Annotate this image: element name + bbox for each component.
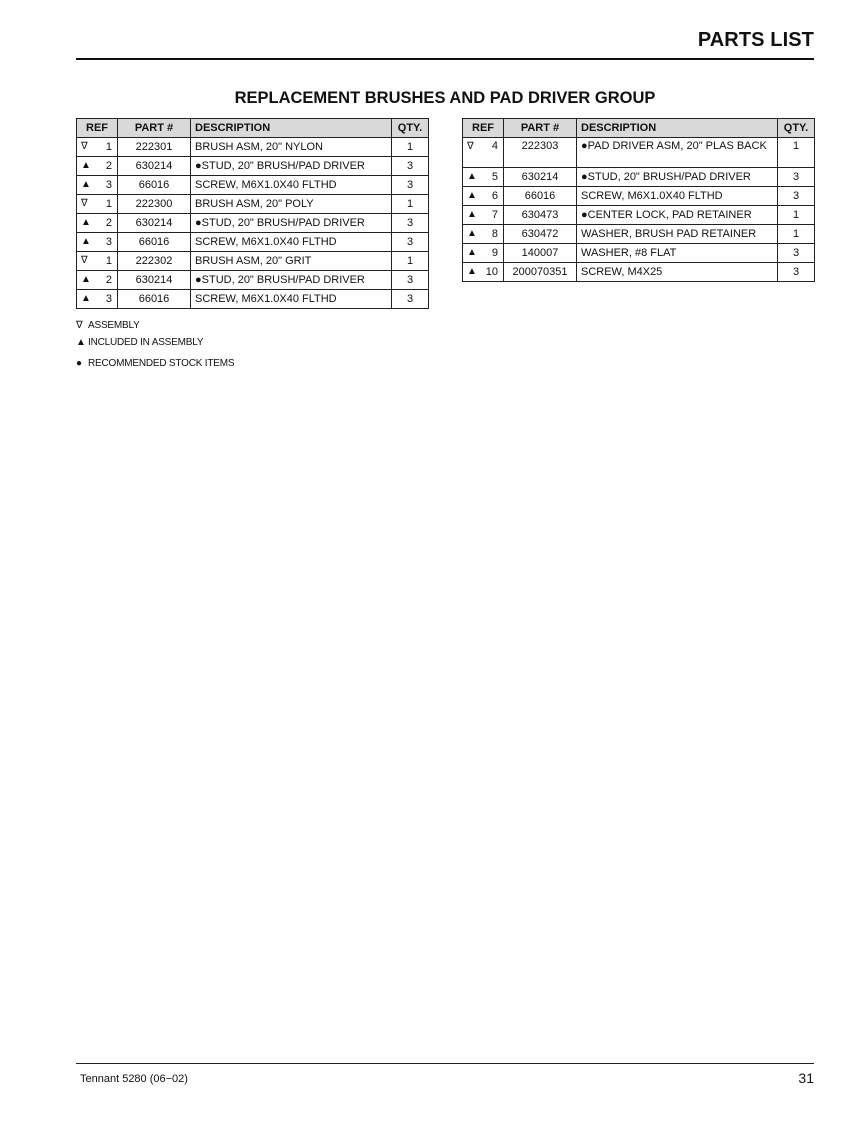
ref-number: 7	[491, 209, 498, 221]
legend-included	[76, 337, 203, 348]
ref-cell	[77, 271, 118, 290]
table-header-row	[77, 119, 429, 138]
ref-cell	[463, 225, 504, 244]
description-cell: WASHER, BRUSH PAD RETAINER	[577, 225, 778, 244]
description-cell: ●CENTER LOCK, PAD RETAINER	[577, 206, 778, 225]
description-cell: SCREW, M6X1.0X40 FLTHD	[577, 187, 778, 206]
ref-cell	[77, 290, 118, 309]
part-number-cell: 66016	[118, 290, 191, 309]
part-number-cell: 222301	[118, 138, 191, 157]
footer-rule	[76, 1063, 814, 1064]
column-header-qty: QTY.	[778, 119, 815, 138]
qty-cell: 3	[392, 157, 429, 176]
part-number-cell: 630214	[118, 271, 191, 290]
ref-number: 3	[105, 179, 112, 191]
table-row	[77, 176, 429, 195]
description-cell: BRUSH ASM, 20" POLY	[191, 195, 392, 214]
ref-cell	[77, 252, 118, 271]
qty-cell: 3	[778, 168, 815, 187]
table-row	[77, 195, 429, 214]
description-cell: BRUSH ASM, 20" NYLON	[191, 138, 392, 157]
qty-cell: 1	[392, 252, 429, 271]
table-row	[463, 263, 815, 282]
included-symbol-icon: ▲	[81, 179, 91, 190]
ref-number: 1	[105, 255, 112, 267]
table-header-row	[463, 119, 815, 138]
table-row	[463, 244, 815, 263]
ref-cell	[463, 244, 504, 263]
ref-cell	[463, 138, 504, 168]
recommended-symbol-icon: ●	[76, 358, 82, 369]
table-row	[463, 138, 815, 168]
ref-number: 1	[105, 198, 112, 210]
qty-cell: 3	[392, 214, 429, 233]
part-number-cell: 630473	[504, 206, 577, 225]
qty-cell: 3	[778, 263, 815, 282]
column-header-qty: QTY.	[392, 119, 429, 138]
included-symbol-icon: ▲	[467, 266, 477, 277]
part-number-cell: 630214	[118, 214, 191, 233]
page-title: PARTS LIST	[697, 29, 814, 51]
table-row	[463, 168, 815, 187]
table-row	[77, 252, 429, 271]
description-cell: ●PAD DRIVER ASM, 20" PLAS BACK	[577, 138, 778, 168]
qty-cell: 3	[778, 244, 815, 263]
description-cell: SCREW, M6X1.0X40 FLTHD	[191, 290, 392, 309]
description-cell: SCREW, M4X25	[577, 263, 778, 282]
legend-assembly	[76, 320, 140, 331]
ref-cell	[77, 195, 118, 214]
included-symbol-icon: ▲	[467, 171, 477, 182]
ref-cell	[463, 206, 504, 225]
qty-cell: 3	[392, 176, 429, 195]
assembly-symbol-icon: ∇	[76, 320, 83, 331]
ref-cell	[463, 187, 504, 206]
ref-number: 2	[105, 274, 112, 286]
description-cell: SCREW, M6X1.0X40 FLTHD	[191, 176, 392, 195]
legend-recommended	[76, 358, 234, 369]
table-row	[77, 290, 429, 309]
description-cell: SCREW, M6X1.0X40 FLTHD	[191, 233, 392, 252]
column-header-part: PART #	[504, 119, 577, 138]
table-row	[463, 187, 815, 206]
included-symbol-icon: ▲	[467, 228, 477, 239]
ref-cell	[463, 168, 504, 187]
included-symbol-icon: ▲	[81, 274, 91, 285]
table-row	[77, 271, 429, 290]
qty-cell: 3	[392, 290, 429, 309]
ref-number: 6	[491, 190, 498, 202]
table-row	[77, 138, 429, 157]
part-number-cell: 140007	[504, 244, 577, 263]
header-rule	[76, 58, 814, 60]
description-cell: ●STUD, 20" BRUSH/PAD DRIVER	[191, 214, 392, 233]
part-number-cell: 222302	[118, 252, 191, 271]
section-title: REPLACEMENT BRUSHES AND PAD DRIVER GROUP	[234, 89, 656, 107]
included-symbol-icon: ▲	[467, 209, 477, 220]
column-header-ref: REF	[463, 119, 504, 138]
qty-cell: 1	[778, 225, 815, 244]
part-number-cell: 66016	[504, 187, 577, 206]
part-number-cell: 630214	[118, 157, 191, 176]
column-header-description: DESCRIPTION	[191, 119, 392, 138]
qty-cell: 1	[778, 138, 815, 168]
description-cell: ●STUD, 20" BRUSH/PAD DRIVER	[191, 157, 392, 176]
description-cell: ●STUD, 20" BRUSH/PAD DRIVER	[191, 271, 392, 290]
column-header-description: DESCRIPTION	[577, 119, 778, 138]
table-row	[463, 206, 815, 225]
part-number-cell: 200070351	[504, 263, 577, 282]
qty-cell: 3	[778, 187, 815, 206]
table-row	[463, 225, 815, 244]
included-symbol-icon: ▲	[467, 247, 477, 258]
table-row	[77, 233, 429, 252]
qty-cell: 1	[778, 206, 815, 225]
included-symbol-icon: ▲	[81, 160, 91, 171]
table-row	[77, 157, 429, 176]
ref-number: 1	[105, 141, 112, 153]
parts-table-left	[76, 118, 429, 309]
assembly-symbol-icon: ∇	[81, 255, 88, 266]
part-number-cell: 66016	[118, 233, 191, 252]
legend-text: INCLUDED IN ASSEMBLY	[88, 337, 204, 348]
ref-number: 2	[105, 217, 112, 229]
ref-number: 10	[485, 266, 498, 278]
assembly-symbol-icon: ∇	[81, 198, 88, 209]
included-symbol-icon: ▲	[467, 190, 477, 201]
ref-number: 8	[491, 228, 498, 240]
included-symbol-icon: ▲	[81, 293, 91, 304]
qty-cell: 1	[392, 138, 429, 157]
part-number-cell: 630214	[504, 168, 577, 187]
ref-cell	[77, 233, 118, 252]
qty-cell: 3	[392, 233, 429, 252]
footer-model: Tennant 5280 (06−02)	[80, 1073, 188, 1085]
ref-number: 9	[491, 247, 498, 259]
description-cell: BRUSH ASM, 20" GRIT	[191, 252, 392, 271]
ref-number: 4	[491, 140, 498, 152]
legend-text: RECOMMENDED STOCK ITEMS	[88, 358, 235, 369]
qty-cell: 3	[392, 271, 429, 290]
part-number-cell: 222300	[118, 195, 191, 214]
ref-number: 3	[105, 293, 112, 305]
ref-cell	[77, 138, 118, 157]
legend-text: ASSEMBLY	[88, 320, 140, 331]
qty-cell: 1	[392, 195, 429, 214]
assembly-symbol-icon: ∇	[467, 141, 474, 152]
ref-number: 3	[105, 236, 112, 248]
ref-cell	[463, 263, 504, 282]
ref-number: 5	[491, 171, 498, 183]
column-header-part: PART #	[118, 119, 191, 138]
included-symbol-icon: ▲	[76, 337, 86, 348]
ref-cell	[77, 157, 118, 176]
page-number: 31	[798, 1070, 814, 1086]
ref-cell	[77, 214, 118, 233]
part-number-cell: 222303	[504, 138, 577, 168]
ref-number: 2	[105, 160, 112, 172]
included-symbol-icon: ▲	[81, 217, 91, 228]
included-symbol-icon: ▲	[81, 236, 91, 247]
ref-cell	[77, 176, 118, 195]
column-header-ref: REF	[77, 119, 118, 138]
part-number-cell: 66016	[118, 176, 191, 195]
description-cell: WASHER, #8 FLAT	[577, 244, 778, 263]
assembly-symbol-icon: ∇	[81, 141, 88, 152]
parts-table-right	[462, 118, 815, 282]
description-cell: ●STUD, 20" BRUSH/PAD DRIVER	[577, 168, 778, 187]
table-row	[77, 214, 429, 233]
part-number-cell: 630472	[504, 225, 577, 244]
